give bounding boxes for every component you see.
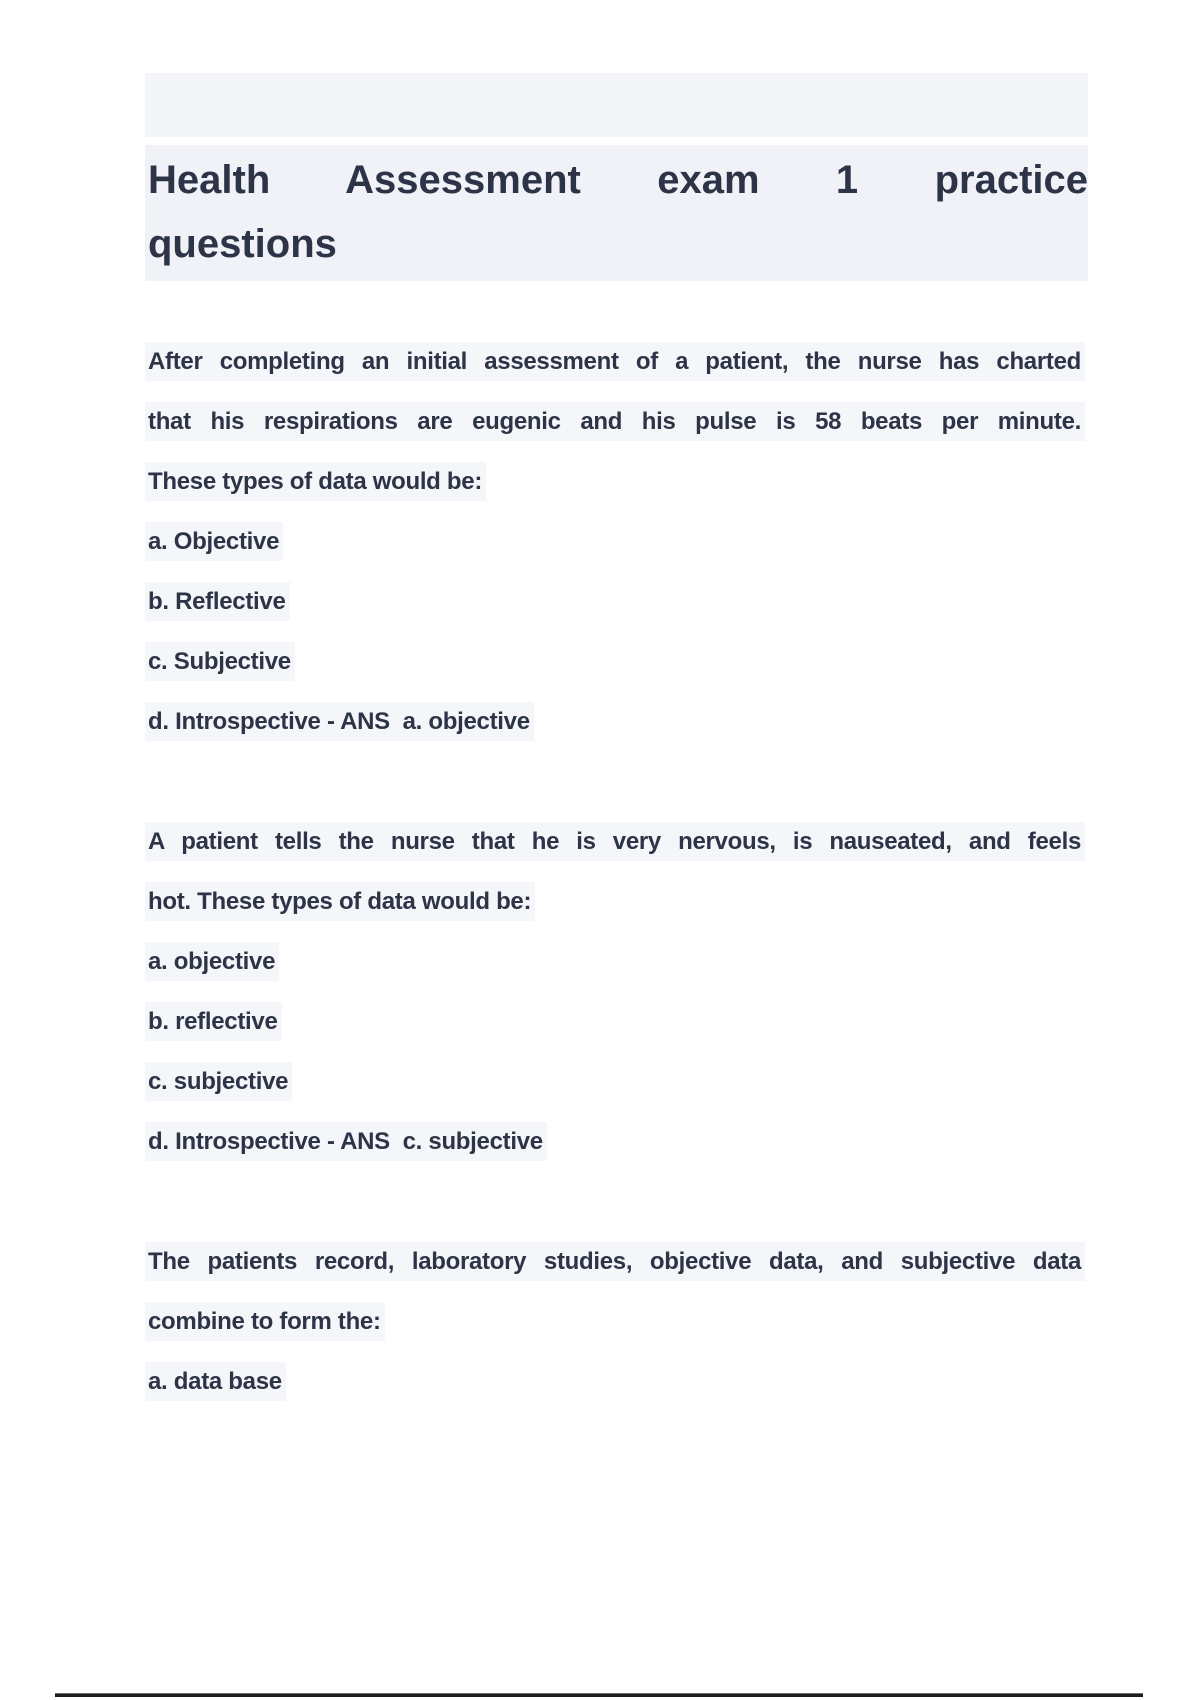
highlighted-text: c. subjective [145, 1062, 292, 1101]
highlighted-text: The patients record, laboratory studies, objective data, and subjective data [145, 1242, 1085, 1281]
highlighted-text: c. Subjective [145, 642, 295, 681]
page-divider [55, 1693, 1143, 1697]
highlighted-text: that his respirations are eugenic and his pulse is 58 beats per minute. [145, 402, 1085, 441]
question-text-line [145, 332, 1085, 392]
option-line [145, 692, 1085, 752]
option-line [145, 572, 1085, 632]
question-text-line [145, 392, 1085, 452]
highlighted-text: a. data base [145, 1362, 286, 1401]
content-column [145, 73, 1088, 1412]
highlighted-text: combine to form the: [145, 1302, 385, 1341]
question-text-line [145, 452, 1085, 512]
question-text-line [145, 1292, 1085, 1352]
question-text-line [145, 872, 1085, 932]
highlighted-text: d. Introspective - ANS a. objective [145, 702, 534, 741]
highlighted-text: These types of data would be: [145, 462, 486, 501]
highlighted-text: After completing an initial assessment of a patient, the nurse has charted [145, 342, 1085, 381]
option-line [145, 1052, 1085, 1112]
highlighted-text: a. Objective [145, 522, 283, 561]
highlighted-text: hot. These types of data would be: [145, 882, 535, 921]
question-block-2 [145, 812, 1088, 1172]
option-line [145, 992, 1085, 1052]
empty-highlight-band [145, 73, 1088, 137]
question-block-3 [145, 1232, 1088, 1412]
option-line [145, 632, 1085, 692]
option-line [145, 1352, 1085, 1412]
title-line-1: Health Assessment exam 1 practice [148, 158, 1088, 202]
highlighted-text: A patient tells the nurse that he is very nervous, is nauseated, and feels [145, 822, 1085, 861]
page-title [145, 145, 1088, 281]
option-line [145, 932, 1085, 992]
title-line-2: questions [148, 222, 337, 266]
highlighted-text: b. reflective [145, 1002, 282, 1041]
highlighted-text: a. objective [145, 942, 279, 981]
question-text-line [145, 1232, 1085, 1292]
question-text-line [145, 812, 1085, 872]
question-list [145, 332, 1088, 1412]
option-line [145, 1112, 1085, 1172]
question-block-1 [145, 332, 1088, 752]
highlighted-text: d. Introspective - ANS c. subjective [145, 1122, 547, 1161]
highlighted-text: b. Reflective [145, 582, 290, 621]
option-line [145, 512, 1085, 572]
